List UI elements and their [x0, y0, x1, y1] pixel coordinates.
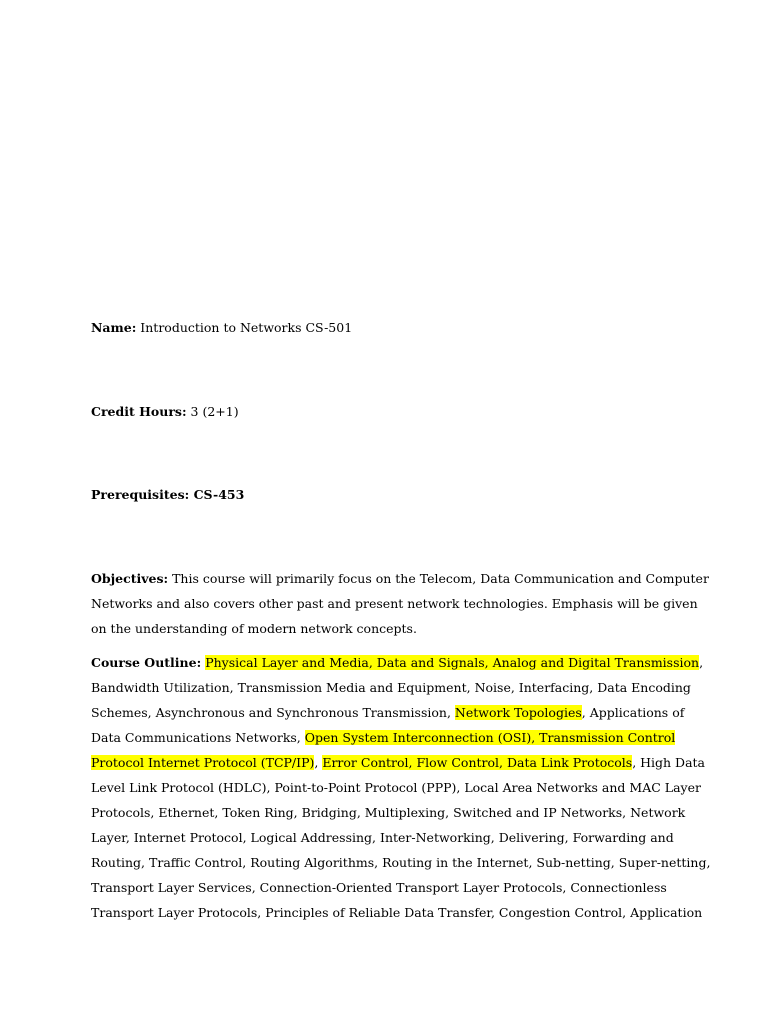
outline-line-2: Bandwidth Utilization, Transmission Media and Equipment, Noise, Interfacing, Data Encoding: [91, 680, 691, 695]
credit-hours-field: [91, 403, 239, 421]
outline-text: Data Communications Networks,: [91, 730, 305, 745]
outline-text: , High Data: [632, 755, 706, 770]
highlight-tcp-ip: Protocol Internet Protocol (TCP/IP): [91, 755, 315, 770]
outline-line-1: [91, 650, 704, 675]
outline-line-11: Transport Layer Protocols, Principles of Reliable Data Transfer, Congestion Control, Application: [91, 905, 703, 920]
objectives-text-1: This course will primarily focus on the Telecom, Data Communication and Computer: [168, 571, 709, 586]
outline-line-3: [91, 700, 685, 725]
credit-hours-value: 3 (2+1): [186, 404, 239, 419]
outline-line-9: Routing, Traffic Control, Routing Algorithms, Routing in the Internet, Sub-netting, Super-netting,: [91, 855, 711, 870]
prerequisites-label: Prerequisites: CS-453: [91, 487, 245, 502]
objectives-line-2: Networks and also covers other past and present network technologies. Emphasis will be given: [91, 596, 698, 611]
outline-text: ,: [314, 755, 323, 770]
course-name-value: Introduction to Networks CS-501: [136, 320, 353, 335]
course-name-field: [91, 319, 352, 337]
outline-line-7: Protocols, Ethernet, Token Ring, Bridging, Multiplexing, Switched and IP Networks, Network: [91, 805, 686, 820]
outline-line-8: Layer, Internet Protocol, Logical Addressing, Inter-Networking, Delivering, Forwarding and: [91, 830, 674, 845]
course-outline-paragraph: [91, 650, 711, 925]
outline-line-10: Transport Layer Services, Connection-Oriented Transport Layer Protocols, Connectionless: [91, 880, 667, 895]
outline-text: ,: [699, 655, 704, 670]
highlight-network-topologies: Network Topologies: [454, 705, 582, 720]
highlight-error-control: Error Control, Flow Control, Data Link Protocols: [322, 755, 633, 770]
objectives-line-1: [91, 566, 709, 591]
highlight-osi: Open System Interconnection (OSI), Transmission Control: [304, 730, 676, 745]
highlight-physical-layer: Physical Layer and Media, Data and Signals, Analog and Digital Transmission: [205, 655, 700, 670]
course-outline-label: Course Outline:: [91, 655, 202, 670]
objectives-line-3: on the understanding of modern network concepts.: [91, 621, 417, 636]
outline-line-5: [91, 750, 706, 775]
credit-hours-label: Credit Hours:: [91, 404, 187, 419]
outline-text: Schemes, Asynchronous and Synchronous Transmission,: [91, 705, 455, 720]
prerequisites-field: [91, 486, 244, 504]
course-name-label: Name:: [91, 320, 137, 335]
objectives-label: Objectives:: [91, 571, 169, 586]
objectives-paragraph: [91, 566, 709, 641]
outline-text: , Applications of: [581, 705, 685, 720]
outline-line-6: Level Link Protocol (HDLC), Point-to-Point Protocol (PPP), Local Area Networks and MAC Layer: [91, 780, 701, 795]
outline-line-4: [91, 725, 676, 750]
